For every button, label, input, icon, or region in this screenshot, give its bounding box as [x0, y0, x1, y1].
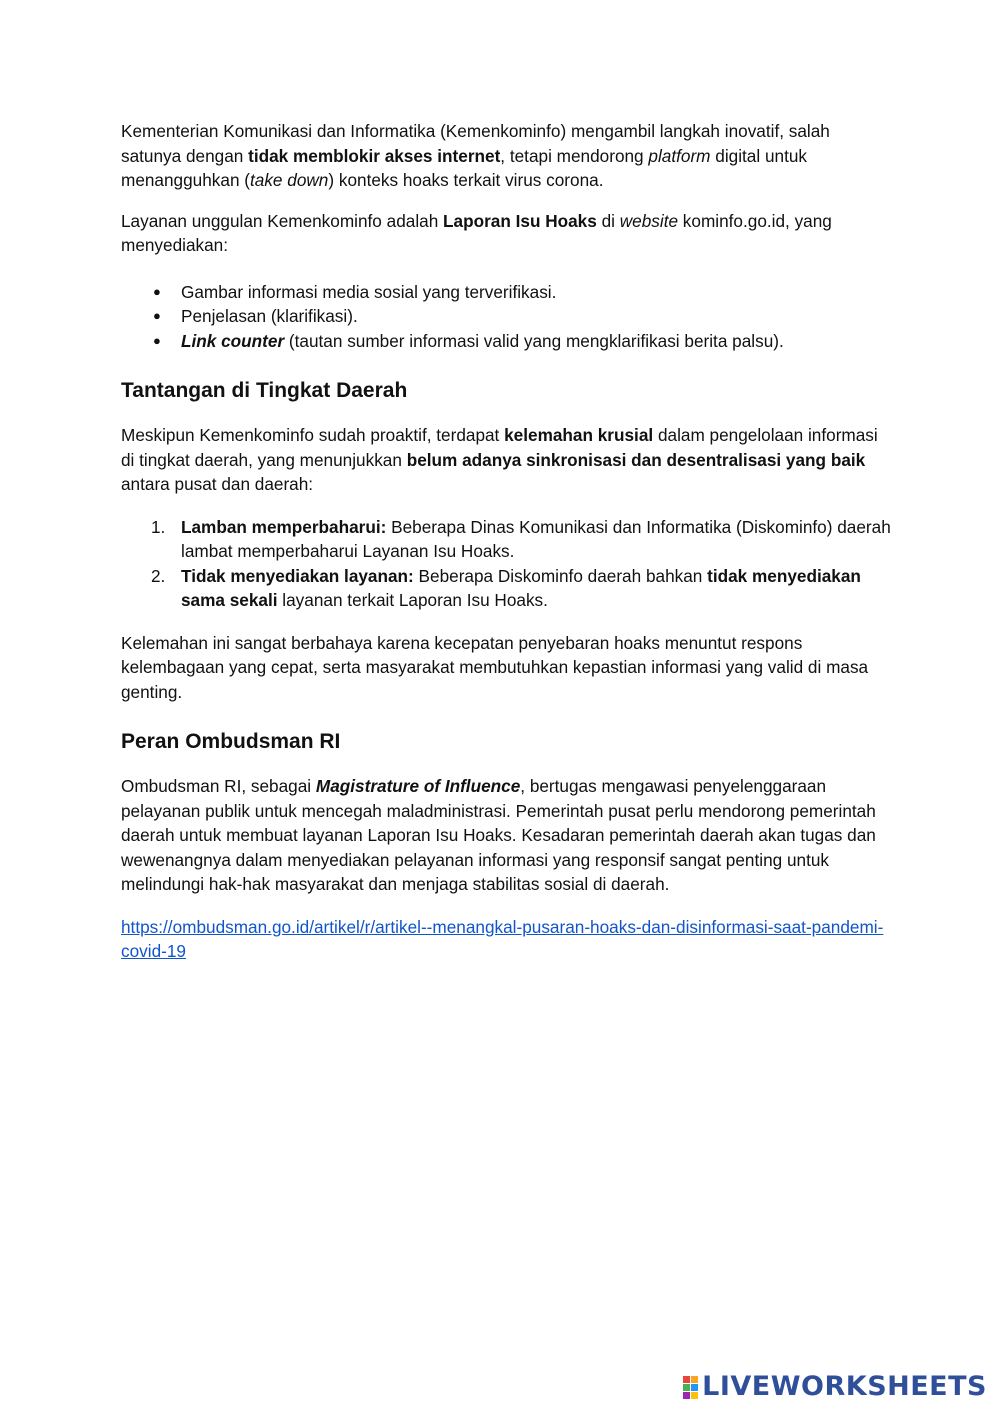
logo-text: LIVEWORKSHEETS [702, 1371, 987, 1402]
section-heading: Tantangan di Tingkat Daerah [121, 379, 408, 402]
text: Meskipun Kemenkominfo sudah proaktif, terdapat [121, 425, 505, 445]
bullet-icon: ● [153, 332, 161, 348]
list-item [121, 515, 891, 564]
bullet-icon: ● [153, 283, 161, 299]
text: dalam pengelolaan informasi di tingkat daerah, yang menunjukkan [121, 425, 878, 470]
bold-italic-text: Link counter [181, 330, 285, 351]
list-item-text: Beberapa Diskominfo daerah bahkan [413, 565, 708, 586]
logo-tile [683, 1376, 690, 1383]
list-item [121, 329, 891, 354]
italic-text: website [619, 210, 679, 231]
section-heading: Peran Ombudsman RI [121, 730, 341, 753]
list-item-text: Gambar informasi media sosial yang terverifikasi. [181, 281, 557, 302]
bold-text: Lamban memperbaharui: [181, 516, 387, 537]
bullet-list [121, 280, 891, 354]
text: kominfo.go.id, yang menyediakan: [121, 210, 832, 255]
list-number: 2. [151, 565, 166, 586]
source-link[interactable]: https://ombudsman.go.id/artikel/r/artikel--menangkal-pusaran-hoaks-dan-disinformasi-saat-pandemi-covid-19 [121, 916, 884, 961]
list-item [121, 304, 891, 329]
text: Ombudsman RI, sebagai [121, 776, 316, 796]
logo-tile [691, 1376, 698, 1383]
list-item-text: Penjelasan (klarifikasi). [181, 306, 358, 326]
logo-mark-icon [683, 1376, 698, 1399]
paragraph-weakness [121, 423, 891, 497]
text: Layanan unggulan Kemenkominfo adalah [121, 210, 444, 231]
list-number: 1. [151, 516, 166, 537]
bold-text: Laporan Isu Hoaks [443, 210, 597, 231]
text: , tetapi mendorong [500, 145, 649, 166]
logo-tile [683, 1392, 690, 1399]
bold-text: tidak memblokir akses internet [248, 145, 501, 166]
text: , bertugas mengawasi penyelenggaraan pelayanan publik untuk mencegah maladministrasi. Pemerintah pusat perlu mendorong pemerintah daerah untuk membuat layanan Laporan Isu Hoaks. Kesadaran pemerintah daerah akan tugas dan wewenangnya dalam menyediakan pelayanan informasi yang responsif sangat penting untuk melindungi hak-hak masyarakat dan menjaga stabilitas sosial di daerah. [121, 776, 876, 894]
italic-text: take down [250, 170, 329, 190]
list-item-text: layanan terkait Laporan Isu Hoaks. [277, 590, 548, 610]
source-paragraph [121, 915, 891, 964]
logo-tile [691, 1384, 698, 1391]
bullet-icon: ● [153, 308, 161, 323]
numbered-list [121, 515, 891, 613]
paragraph-services [121, 209, 891, 258]
text: antara pusat dan daerah: [121, 474, 314, 494]
list-item [121, 280, 891, 305]
logo-tile [683, 1384, 690, 1391]
text: di [596, 210, 620, 231]
paragraph-ombudsman [121, 774, 891, 897]
paragraph-danger: Kelemahan ini sangat berbahaya karena kecepatan penyebaran hoaks menuntut respons kelembagaan yang cepat, serta masyarakat membutuhkan kepastian informasi yang valid di masa genting. [121, 632, 869, 702]
bold-text: tidak menyediakan sama sekali [181, 565, 861, 610]
paragraph-intro [121, 119, 891, 193]
list-item-text: (tautan sumber informasi valid yang mengklarifikasi berita palsu). [284, 330, 784, 351]
liveworksheets-logo [683, 1372, 987, 1402]
text: digital untuk menangguhkan ( [121, 145, 808, 190]
bold-text: belum adanya sinkronisasi dan desentralisasi yang baik [406, 449, 866, 470]
bold-italic-text: Magistrature of Influence [315, 776, 521, 796]
list-item [121, 564, 891, 613]
logo-tile [691, 1392, 698, 1399]
bold-text: Tidak menyediakan layanan: [181, 565, 414, 586]
list-item-text: Beberapa Dinas Komunikasi dan Informatika (Diskominfo) daerah lambat memperbaharui Layanan Isu Hoaks. [181, 516, 891, 561]
italic-text: platform [648, 145, 711, 166]
document-body [121, 119, 891, 964]
text: ) konteks hoaks terkait virus corona. [328, 170, 604, 190]
text: Kementerian Komunikasi dan Informatika (Kemenkominfo) mengambil langkah inovatif, salah satunya dengan [121, 121, 830, 166]
bold-text: kelemahan krusial [504, 425, 654, 445]
